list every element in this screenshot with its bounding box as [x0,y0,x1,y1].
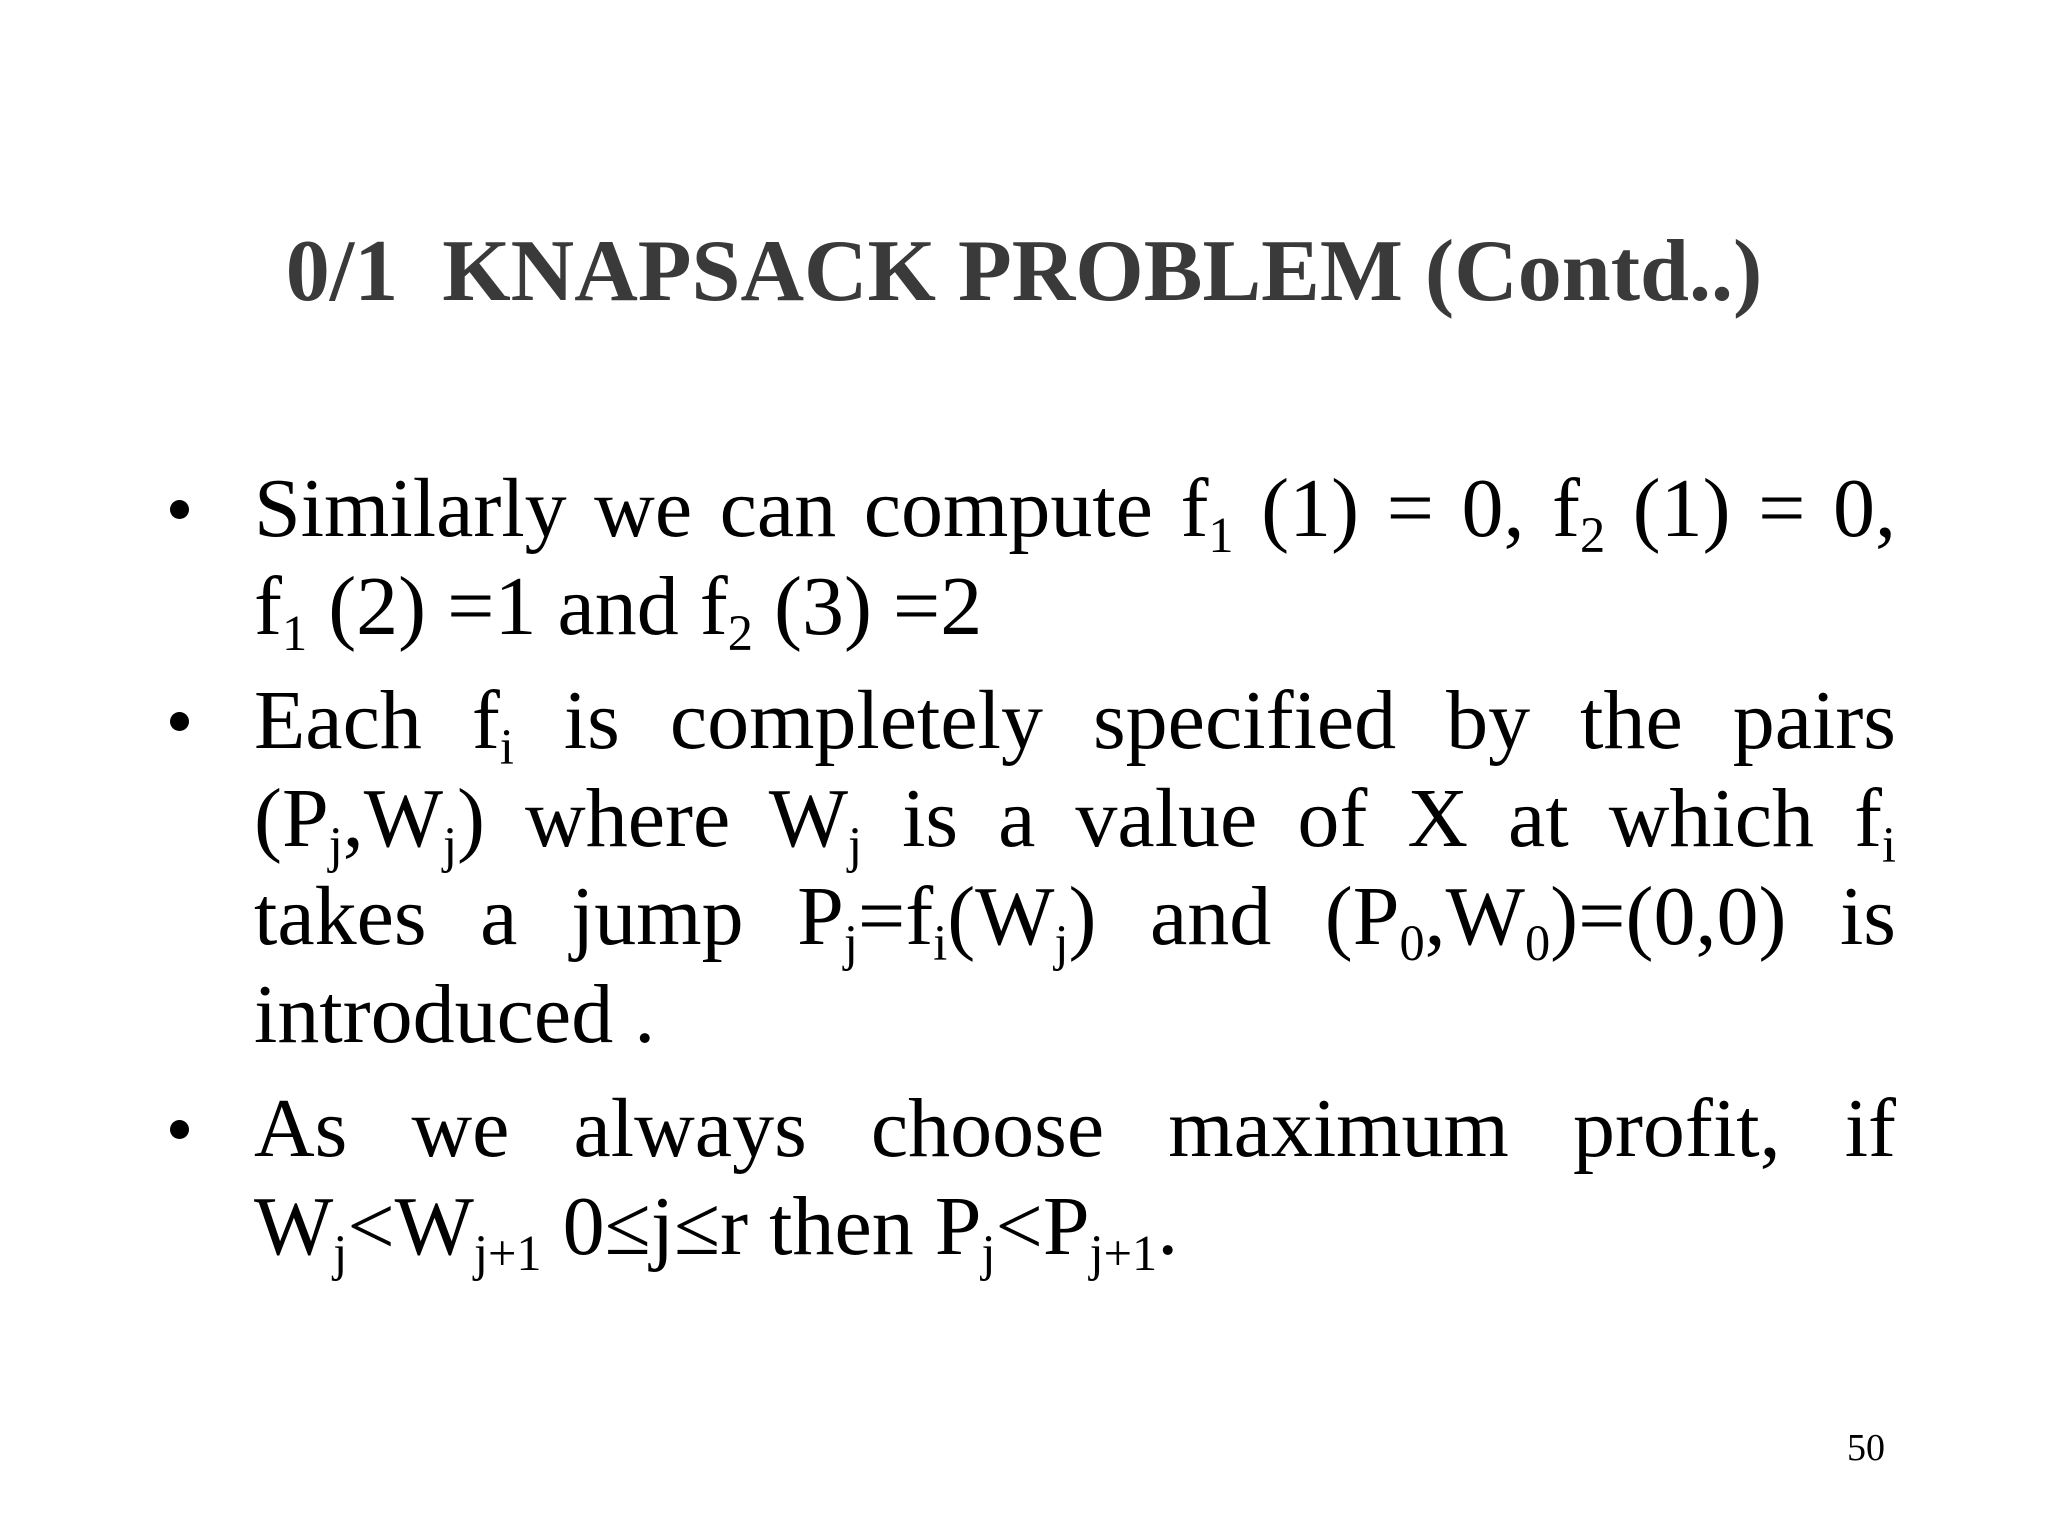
bullet-item [254,1080,1896,1282]
text-run: . [1157,1180,1179,1273]
text-run: ) and (P [1068,870,1400,963]
subscript: i [499,719,514,776]
subscript: 1 [281,605,308,662]
text-run: is a value of X at which f [862,772,1882,865]
text-run: (W [947,870,1055,963]
bullet-dot [170,1120,189,1139]
subscript: j [328,817,343,874]
subscript: j+1 [473,1225,542,1282]
subscript: j+1 [1089,1225,1158,1282]
text-run: is completely specified by the pairs (P [254,674,1896,865]
text-run: =f [857,870,934,963]
page-number: 50 [1847,1427,1885,1469]
bullet-item [254,460,1896,662]
subscript: 0 [1399,915,1425,972]
text-run: 0≤j≤r then P [541,1180,982,1273]
text-run: (1) = 0, f [254,462,1896,653]
bullet-text [254,1082,1896,1282]
subscript: j [1054,915,1069,972]
text-run: )=(0,0) is introduced . [254,870,1896,1061]
text-run: Similarly we can compute f [254,462,1209,555]
subscript: j [848,817,863,874]
text-run: ) where W [457,772,849,865]
text-run: ,W [342,772,444,865]
text-run: Each f [254,674,500,767]
text-run: takes a jump P [254,870,844,963]
subscript: 2 [1579,507,1606,564]
subscript: j [981,1225,996,1282]
subscript: i [1881,817,1896,874]
subscript: 2 [727,605,753,662]
subscript: i [933,915,948,972]
bullet-dot [170,500,189,519]
text-run: ,W [1424,870,1525,963]
subscript: j [843,915,858,972]
bullet-dot [170,712,189,731]
bullet-list [254,460,1896,1292]
bullet-text [254,462,1896,662]
subscript: 1 [1208,507,1234,564]
text-run: (3) =2 [752,560,983,653]
subscript: 0 [1524,915,1551,972]
text-run: As we always choose maximum profit, if W [254,1082,1896,1273]
bullet-item [254,672,1896,1064]
text-run: (2) =1 and f [307,560,728,653]
subscript: j [333,1225,348,1282]
slide-title: 0/1 KNAPSACK PROBLEM (Contd..) [285,223,1763,320]
bullet-text [254,674,1896,1061]
text-run: <W [347,1180,474,1273]
text-run: (1) = 0, f [1233,462,1580,555]
text-run: <P [995,1180,1090,1273]
subscript: j [443,817,458,874]
